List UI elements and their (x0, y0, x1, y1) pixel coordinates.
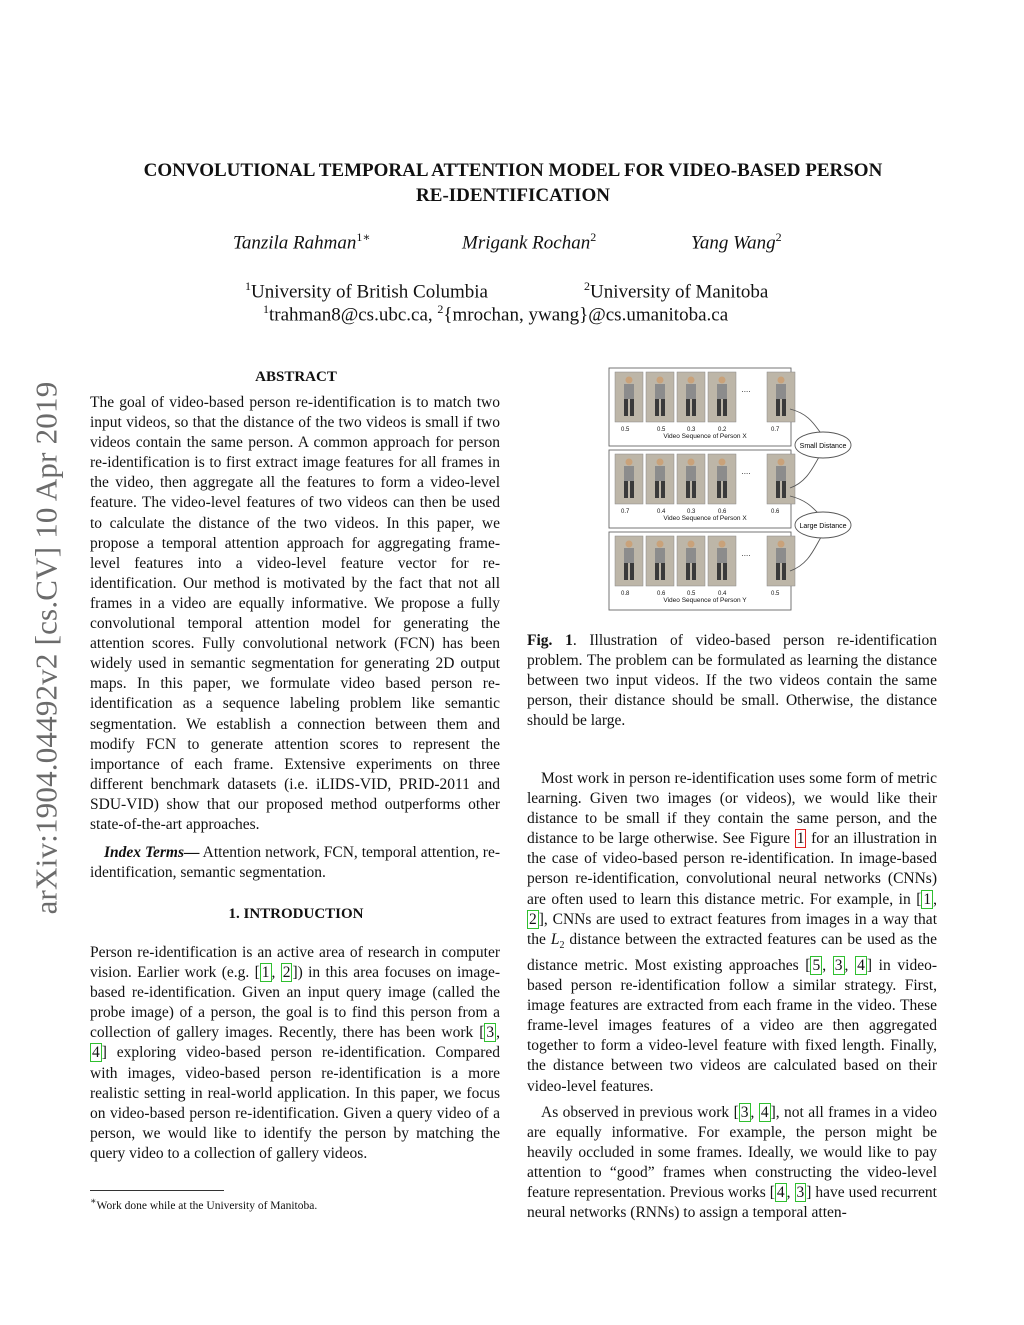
citation-link[interactable]: 3 (740, 1103, 749, 1121)
attention-score: 0.3 (687, 427, 696, 433)
citation-link[interactable]: 3 (796, 1183, 805, 1201)
title-line-2: RE-IDENTIFICATION (416, 185, 610, 206)
video-frame-image (677, 454, 705, 504)
video-frame-image (646, 372, 674, 422)
citation-link[interactable]: 3 (834, 956, 843, 974)
figure-1-diagram (605, 366, 865, 616)
math-l2: $L_2$ (550, 930, 565, 951)
video-frame-image (708, 454, 736, 504)
citation-link[interactable]: 4 (760, 1103, 769, 1121)
citation-link[interactable]: 4 (776, 1183, 785, 1201)
section-heading-introduction: 1. INTRODUCTION (228, 906, 364, 922)
abstract-heading: ABSTRACT (255, 369, 337, 385)
attention-score: 0.6 (657, 591, 666, 597)
body-paragraph: As observed in previous work [ 3 , 4 ], not all frames in a video are equally informative. For example, the person might be heavily occluded in some frames. Ideally, we would like to pay attention to “good” frames when constructing the video-level feature representation. Previous works [ 4 , 3 ] have used recurrent neural networks (RNNs) to assign a temporal atten- (527, 1103, 938, 1222)
attention-score: 0.5 (687, 591, 696, 597)
arxiv-identifier: arXiv:1904.04492v2 [cs.CV] 10 Apr 2019 (28, 381, 63, 914)
video-frame-image (677, 536, 705, 586)
video-frame-image (615, 454, 643, 504)
attention-score: 0.4 (718, 591, 727, 597)
video-frame-image (677, 372, 705, 422)
author-3: Yang Wang$^2$ (691, 230, 782, 254)
video-frame-image (646, 454, 674, 504)
video-sequence-label: Video Sequence of Person Y (663, 597, 747, 604)
abstract-text: The goal of video-based person re-identification is to match two input videos, so that the distance of the two videos is small if two videos contain the same person. A common approach for person re-identification is to first extract image features for all frames in the video, then aggregate all the features to form a video-level feature. The video-level features of two videos can then be used to calculate the distance of the two videos. In this paper, we propose a temporal attention approach for aggregating frame-level features into a video-level feature vector for re-identification. Our method is motivated by the fact that not all frames in a video are equally informative. We propose a fully convolutional temporal attention model for generating the attention scores. Fully convolutional network (FCN) has been widely used in semantic segmentation for generating 2D output maps. In this paper, we formulate video based person re-identification as a sequence labeling problem like semantic segmentation. We establish a connection between them and modify FCN to generate attention scores to represent the importance of each frame. Extensive experiments on three different benchmark datasets (i.e. iLIDS-VID, PRID-2011 and SDU-VID) show that our proposed method outperforms other state-of-the-art approaches. (90, 394, 500, 833)
video-sequence-label: Video Sequence of Person X (663, 515, 747, 522)
attention-score: 0.7 (621, 509, 630, 515)
body-paragraph: Most work in person re-identification uses some form of metric learning. Given two images (or videos), we would like their distance to be small if they contain the same person, and the distance to be large otherwise. See Figure 1 for an illustration in the case of video-based person re-identification. In image-based person re-identification, convolutional neural networks (CNNs) are often used to learn this distance metric. For example, in [ 1 , 2 ], CNNs are used to extract features from images in a way that the $L_2$ distance between the extracted features can be used as the distance metric. Most existing approaches [ 5 , 3 , 4 ] in video-based person re-identification follow a similar strategy. First, image features are extracted from each frame in the video. These frame-level images features of a video are then aggregated together to form a video-level feature with fixed length. Finally, the distance between two videos are calculated based on their video-level features. (527, 770, 938, 1095)
citation-link[interactable]: 5 (812, 956, 821, 974)
author-emails: $^1$trahman8@cs.ubc.ca, $^2${mrochan, ywang}@cs.umanitoba.ca (263, 302, 729, 326)
frame-ellipsis: .... (741, 549, 751, 558)
abstract-body (90, 393, 500, 883)
paper-title (100, 158, 926, 208)
citation-link[interactable]: 1 (261, 964, 270, 982)
citation-link[interactable]: 4 (857, 956, 865, 974)
figure-reference-link[interactable]: 1 (796, 830, 805, 848)
attention-score: 0.5 (621, 427, 630, 433)
video-frame-image (767, 372, 795, 422)
figure-1-caption: Fig. 1. Illustration of video-based person re-identification problem. The problem can be formulated as learning the distance between two input videos. If the two videos contain the same person, their distance should be small. Otherwise, the distance should be large. (527, 632, 938, 730)
attention-score: 0.5 (657, 427, 666, 433)
video-frame-image (708, 536, 736, 586)
attention-score: 0.8 (621, 591, 630, 597)
attention-score: 0.4 (657, 509, 666, 515)
index-terms-label: Index Terms— (104, 844, 200, 862)
attention-score: 0.5 (771, 591, 780, 597)
index-terms: Index Terms— Attention network, FCN, temporal attention, re-identification, semantic segmentation. (90, 844, 500, 882)
intro-paragraph: Person re-identification is an active area of research in computer vision. Earlier work (e.g. [ 1 , 2 ]) in this area focuses on image-based re-identification. Given an input query image (called the probe image) of a person, the goal is to find this person from a collection of gallery images. Recently, there has been work [ 3 , 4 ] exploring video-based person re-identification. Compared with images, video-based person re-identification is a more realistic setting in real-world application. In this paper, we focus on video-based person re-identification. Given a query video of a person, we would like to identify the person by matching the query video to a collection of gallery videos. (90, 944, 501, 1162)
citation-link[interactable]: 1 (923, 890, 932, 908)
title-line-1: CONVOLUTIONAL TEMPORAL ATTENTION MODEL FOR VIDEO-BASED PERSON (143, 160, 883, 181)
video-sequence-label: Video Sequence of Person X (663, 433, 747, 440)
large-distance-label: Large Distance (799, 523, 847, 530)
video-frame-image (646, 536, 674, 586)
video-frame-image (708, 372, 736, 422)
attention-score: 0.6 (771, 509, 780, 515)
attention-score: 0.7 (771, 427, 780, 433)
figure-label: Fig. 1 (527, 632, 573, 649)
intro-body (90, 943, 500, 1164)
footnote: ∗Work done while at the University of Manitoba. (90, 1196, 318, 1212)
citation-link[interactable]: 4 (92, 1044, 100, 1062)
video-frame-image (767, 536, 795, 586)
affiliation-1: $^1$University of British Columbia (245, 279, 488, 303)
footnote-rule (90, 1190, 224, 1191)
right-column-body (527, 769, 937, 1223)
frame-ellipsis: .... (741, 385, 751, 394)
attention-score: 0.2 (718, 427, 727, 433)
citation-link[interactable]: 2 (529, 910, 537, 928)
frame-ellipsis: .... (741, 467, 751, 476)
citation-link[interactable]: 2 (282, 964, 291, 982)
small-distance-label: Small Distance (799, 443, 847, 450)
video-frame-image (615, 372, 643, 422)
video-frame-image (615, 536, 643, 586)
author-1: Tanzila Rahman$^{1∗}$ (233, 230, 371, 254)
attention-score: 0.6 (718, 509, 727, 515)
attention-score: 0.3 (687, 509, 696, 515)
affiliation-2: $^2$University of Manitoba (584, 279, 769, 303)
author-2: Mrigank Rochan$^2$ (462, 230, 597, 254)
citation-link[interactable]: 3 (486, 1024, 495, 1042)
